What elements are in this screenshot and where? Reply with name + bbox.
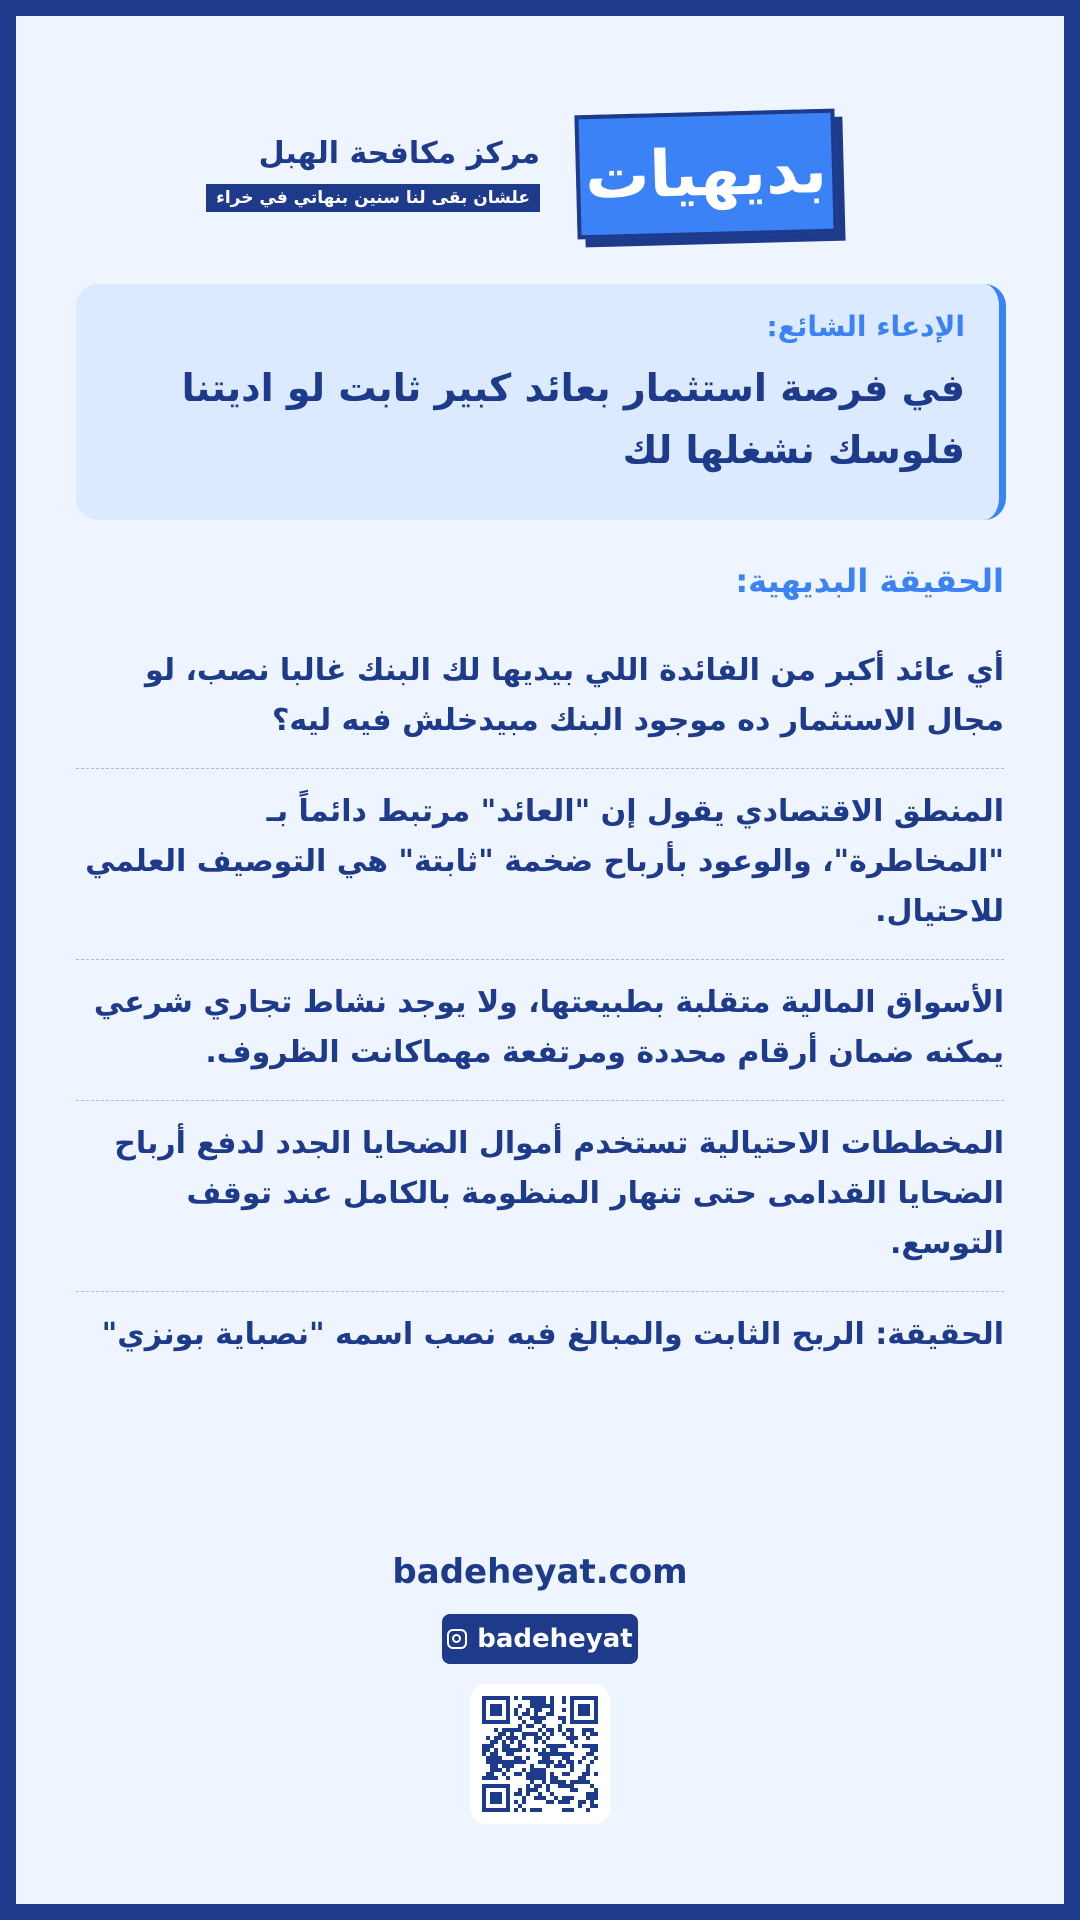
truth-item: المخططات الاحتيالية تستخدم أموال الضحايا الجدد لدفع أرباح الضحايا القدامى حتى تنهار المنظومة بالكامل عند توقف التوسع. [76, 1101, 1004, 1292]
tagline-badge: علشان بقى لنا سنين بنهاتي في خراء [206, 184, 540, 212]
truth-title: الحقيقة البديهية: [735, 562, 1004, 600]
instagram-badge[interactable] [442, 1614, 638, 1664]
center-name: مركز مكافحة الهبل [258, 136, 540, 171]
qr-code-box[interactable] [470, 1684, 610, 1824]
website-link[interactable]: badeheyat.com [392, 1552, 688, 1592]
header [16, 112, 1064, 252]
truth-item: المنطق الاقتصادي يقول إن "العائد" مرتبط دائماً بـ "المخاطرة"، والوعود بأرباح ضخمة "ثابتة" هي التوصيف العلمي للاحتيال. [76, 769, 1004, 960]
instagram-icon [447, 1629, 467, 1649]
truth-item: الأسواق المالية متقلبة بطبيعتها، ولا يوجد نشاط تجاري شرعي يمكنه ضمان أرقام محددة ومرتفعة مهماكانت الظروف. [76, 960, 1004, 1101]
logo: بديهيات [574, 109, 837, 240]
instagram-handle: badeheyat [477, 1624, 633, 1654]
qr-code-icon [482, 1696, 598, 1812]
truth-item: أي عائد أكبر من الفائدة اللي بيديها لك البنك غالبا نصب، لو مجال الاستثمار ده موجود البنك مبيدخلش فيه ليه؟ [76, 628, 1004, 769]
claim-label: الإدعاء الشائع: [766, 310, 965, 343]
claim-box [76, 284, 1006, 520]
truth-conclusion: الحقيقة: الربح الثابت والمبالغ فيه نصب اسمه "نصباية بونزي" [101, 1317, 1004, 1352]
truth-list [76, 628, 1004, 1382]
claim-text: في فرصة استثمار بعائد كبير ثابت لو اديتنا فلوسك نشغلها لك [181, 366, 965, 472]
poster-frame [16, 16, 1064, 1904]
